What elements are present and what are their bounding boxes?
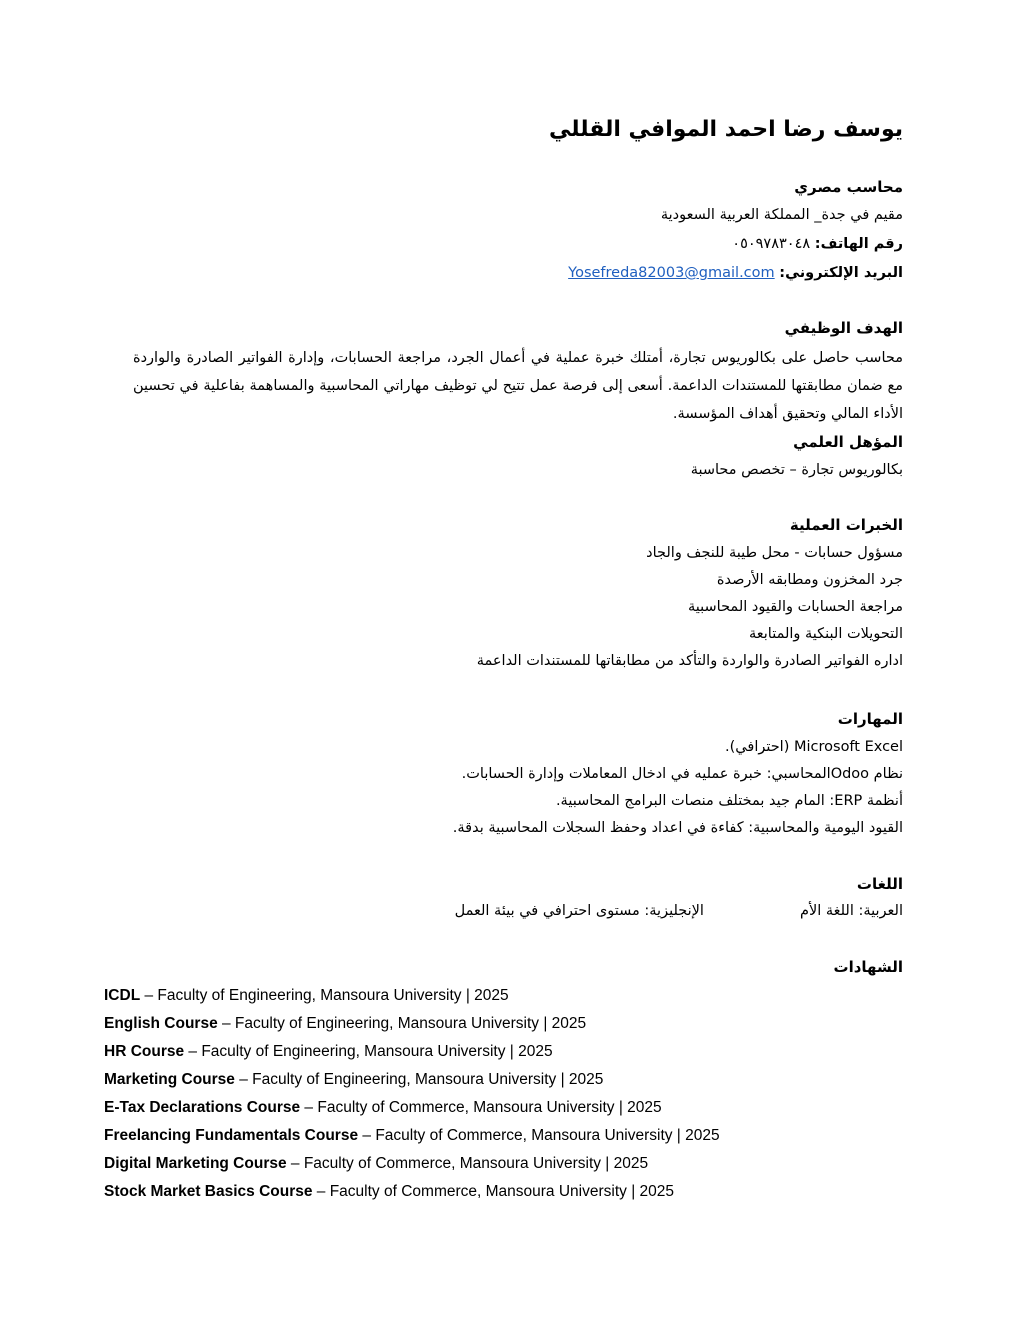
certificate-title: Marketing Course	[104, 1071, 235, 1088]
certificate-title: Stock Market Basics Course	[104, 1183, 313, 1200]
certificate-detail: – Faculty of Commerce, Mansoura University | 2025	[358, 1127, 720, 1144]
person-name: يوسف رضا احمد الموافي القللي	[549, 117, 903, 142]
phone-line	[732, 236, 903, 252]
certificate-title: Digital Marketing Course	[104, 1155, 287, 1172]
skill-item: أنظمة ERP: المام جيد بمختلف منصات البرامج المحاسبية.	[555, 793, 903, 809]
certificate-detail: – Faculty of Engineering, Mansoura University | 2025	[234, 1071, 604, 1088]
certificate-item	[104, 1183, 674, 1201]
certificate-title: Freelancing Fundamentals Course	[104, 1127, 359, 1144]
experience-item: اداره الفواتير الصادرة والواردة والتأكد من مطابقاتها للمستندات الداعمة	[476, 653, 903, 669]
certificate-detail: – Faculty of Commerce, Mansoura University | 2025	[312, 1183, 675, 1200]
certificate-item	[104, 1043, 553, 1061]
certificate-detail: – Faculty of Engineering, Mansoura University | 2025	[184, 1043, 553, 1060]
skill-item: Microsoft Excel (احترافي).	[725, 739, 903, 755]
phone-label: رقم الهاتف:	[814, 236, 903, 252]
certificates-heading: الشهادات	[833, 958, 903, 976]
languages-heading: اللغات	[856, 875, 903, 893]
skill-item: نظام Odooالمحاسبي: خبرة عمليه في ادخال المعاملات وإدارة الحسابات.	[461, 766, 903, 782]
certificate-detail: – Faculty of Engineering, Mansoura University | 2025	[217, 1015, 587, 1032]
email-line	[568, 265, 903, 281]
language-item: الإنجليزية: مستوى احترافي في بيئة العمل	[454, 903, 704, 919]
experience-item: مسؤول حسابات - محل طيبة للنجف والجاد	[646, 545, 903, 561]
experience-heading: الخبرات العملية	[789, 516, 903, 534]
education-text: بكالوريوس تجارة – تخصص محاسبة	[690, 462, 903, 478]
certificate-item	[104, 987, 509, 1005]
job-title: محاسب مصري	[794, 178, 903, 196]
language-item: العربية: اللغة الأم	[799, 903, 903, 919]
certificate-title: English Course	[104, 1015, 218, 1032]
certificate-title: ICDL	[104, 987, 141, 1004]
objective-heading: الهدف الوظيفي	[784, 319, 903, 337]
certificate-item	[104, 1099, 662, 1117]
certificate-item	[104, 1015, 586, 1033]
experience-item: التحويلات البنكية والمتابعة	[748, 626, 903, 642]
certificate-item	[104, 1127, 720, 1145]
certificate-title: HR Course	[104, 1043, 185, 1060]
certificate-detail: – Faculty of Commerce, Mansoura University | 2025	[300, 1099, 662, 1116]
email-label: البريد الإلكتروني:	[779, 265, 903, 281]
education-heading: المؤهل العلمي	[793, 433, 903, 451]
objective-text: محاسب حاصل على بكالوريوس تجارة، أمتلك خبرة عملية في أعمال الجرد، مراجعة الحسابات، وإدارة الفواتير الصادرة والواردة مع ضمان مطابقتها للمستندات الداعمة. أسعى إلى فرصة عمل تتيح لي توظيف مهاراتي المحاسبية والمساهمة بفاعلية في تحسين الأداء المالي وتحقيق أهداف المؤسسة.	[133, 350, 903, 422]
languages-row	[455, 903, 903, 919]
skill-item: القيود اليومية والمحاسبية: كفاءة في اعداد وحفظ السجلات المحاسبية بدقة.	[452, 820, 903, 836]
certificate-detail: – Faculty of Engineering, Mansoura University | 2025	[140, 987, 509, 1004]
certificate-detail: – Faculty of Commerce, Mansoura University | 2025	[286, 1155, 649, 1172]
certificate-title: E-Tax Declarations Course	[104, 1099, 301, 1116]
certificate-item	[104, 1071, 603, 1089]
email-link[interactable]: Yosefreda82003@gmail.com	[568, 265, 775, 281]
skills-heading: المهارات	[837, 710, 903, 728]
experience-item: جرد المخزون ومطابقه الأرصدة	[716, 572, 903, 588]
experience-item: مراجعة الحسابات والقيود المحاسبية	[687, 599, 903, 615]
phone-value: ٠٥٠٩٧٨٣٠٤٨	[732, 236, 811, 252]
residence: مقيم في جدة_ المملكة العربية السعودية	[660, 207, 903, 223]
certificate-item	[104, 1155, 648, 1173]
